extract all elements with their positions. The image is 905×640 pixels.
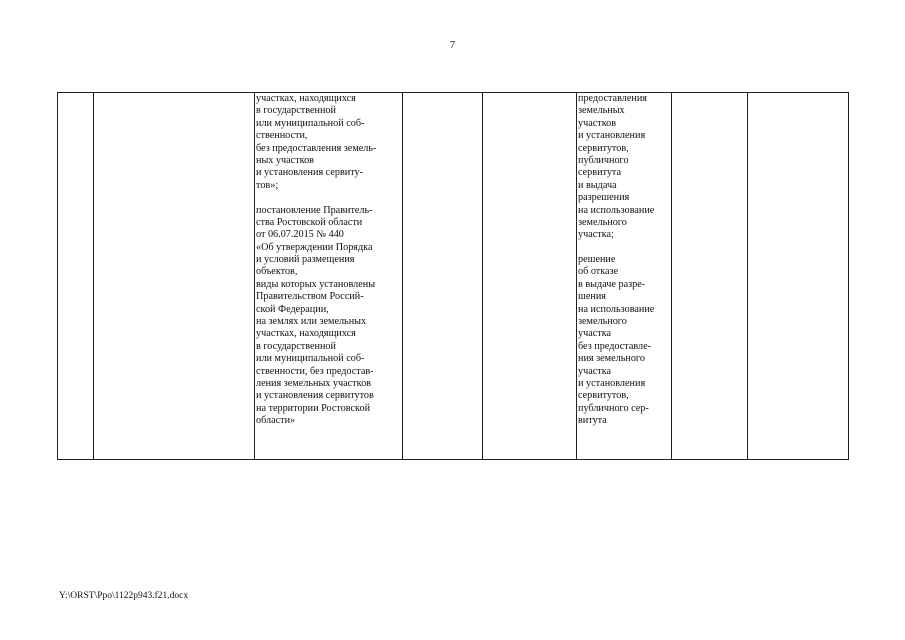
legal-basis-text (255, 93, 402, 428)
text-line: земельных (578, 105, 625, 117)
text-line: в выдаче разре- (578, 278, 646, 290)
table-cell-col5 (483, 93, 577, 460)
text-line: и установления сервитутов (256, 390, 374, 402)
table-cell-col4 (403, 93, 483, 460)
text-line: на использование (578, 204, 655, 216)
text-line: на территории Ростовской (256, 402, 371, 414)
text-line: публичного (578, 154, 629, 166)
text-line: от 06.07.2015 № 440 (256, 229, 344, 241)
text-line: и установления (578, 377, 646, 389)
text-line: и условий размещения (256, 254, 355, 266)
text-line: ственности, (256, 130, 308, 142)
table-cell-col1 (58, 93, 94, 460)
text-line: решение (578, 254, 616, 266)
text-line: на землях или земельных (256, 316, 367, 328)
text-line: Правительством Россий- (256, 291, 364, 303)
paragraph-spacer (578, 242, 671, 254)
text-line: и установления сервиту- (256, 167, 364, 179)
text-line: в государственной (256, 340, 336, 352)
table-cell-col8 (748, 93, 849, 460)
text-line: постановление Правитель- (256, 204, 373, 216)
text-line: участка (578, 328, 612, 340)
text-line: сервитутов, (578, 142, 629, 154)
document-table (57, 92, 849, 460)
text-line: разрешения (578, 192, 630, 204)
service-result-text (577, 93, 671, 428)
text-line: земельного (578, 316, 627, 328)
text-line: участков (578, 117, 617, 129)
text-line: ния земельного (578, 353, 645, 365)
table-cell-result (577, 93, 672, 460)
text-line: земельного (578, 216, 627, 228)
text-line: на использование (578, 303, 655, 315)
text-line: участках, находящихся (256, 328, 356, 340)
text-line: об отказе (578, 266, 619, 278)
table-cell-legal-basis (255, 93, 403, 460)
text-line: предоставления (578, 93, 647, 104)
text-line: публичного сер- (578, 402, 649, 414)
text-line: сервитута (578, 167, 622, 179)
table-cell-col2 (94, 93, 255, 460)
text-line: виды которых установлены (256, 278, 376, 290)
text-line: участка; (578, 229, 614, 241)
text-line: «Об утверждении Порядка (256, 241, 373, 253)
text-line: или муниципальной соб- (256, 117, 365, 129)
file-path-footer: Y:\ORST\Ppo\1122p943.f21.docx (59, 591, 189, 601)
text-line: объектов, (256, 266, 298, 278)
text-line: без предоставления земель- (256, 142, 377, 154)
paragraph-spacer (256, 192, 402, 204)
text-line: участках, находящихся (256, 93, 356, 104)
text-line: и выдача (578, 179, 617, 191)
text-line: участка (578, 365, 612, 377)
text-line: ской Федерации, (256, 303, 329, 315)
text-line: ственности, без предостав- (256, 365, 374, 377)
text-line: или муниципальной соб- (256, 353, 365, 365)
text-line: области» (256, 415, 296, 427)
text-line: и установления (578, 130, 646, 142)
text-line: витута (578, 415, 607, 427)
table-cell-col7 (672, 93, 748, 460)
text-line: в государственной (256, 105, 336, 117)
text-line: ства Ростовской области (256, 216, 363, 228)
text-line: тов»; (256, 179, 279, 191)
page-number: 7 (450, 40, 455, 51)
text-line: ления земельных участков (256, 377, 371, 389)
text-line: без предоставле- (578, 340, 652, 352)
text-line: шения (578, 291, 606, 303)
text-line: сервитутов, (578, 390, 629, 402)
table-row (58, 93, 849, 460)
text-line: ных участков (256, 154, 314, 166)
